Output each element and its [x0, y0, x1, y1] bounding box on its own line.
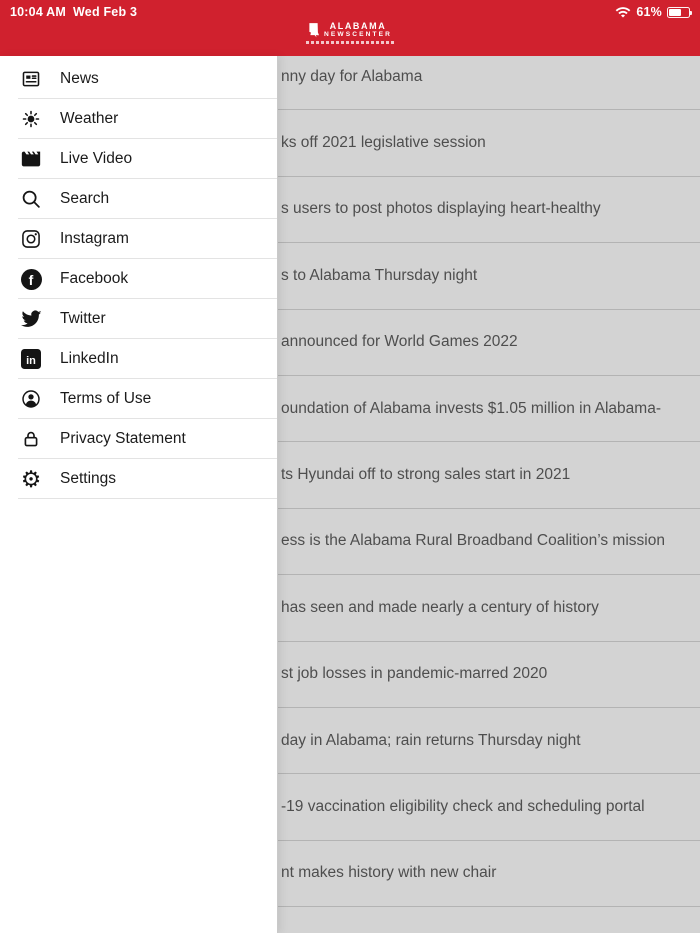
headline-text: ess is the Alabama Rural Broadband Coalition’s mission: [281, 532, 665, 550]
menu-item-privacy-statement[interactable]: [0, 419, 277, 459]
menu-item-weather[interactable]: [0, 99, 277, 139]
status-bar: [0, 0, 700, 22]
logo-line1: ALABAMA: [329, 21, 387, 31]
facebook-icon: f: [18, 266, 44, 292]
menu-item-linkedin[interactable]: [0, 339, 277, 379]
search-icon: [18, 186, 44, 212]
status-date: Wed Feb 3: [73, 5, 138, 19]
menu-item-terms-of-use[interactable]: [0, 379, 277, 419]
headline-text: nny day for Alabama: [281, 67, 423, 85]
logo-tagline: [306, 41, 394, 44]
lock-icon: [18, 426, 44, 452]
app-header: [0, 0, 700, 56]
headline-text: s to Alabama Thursday night: [281, 266, 478, 284]
status-time: 10:04 AM: [10, 5, 67, 19]
menu-item-search[interactable]: [0, 179, 277, 219]
logo-line2: NEWSCENTER: [324, 31, 392, 38]
menu-item-label: Settings: [60, 470, 117, 487]
menu-item-label: Weather: [60, 110, 119, 127]
menu-item-settings[interactable]: [0, 459, 277, 499]
menu-item-instagram[interactable]: [0, 219, 277, 259]
menu-item-label: Twitter: [60, 310, 106, 327]
menu-item-facebook[interactable]: [0, 259, 277, 299]
menu-item-label: Privacy Statement: [60, 430, 186, 447]
menu-item-label: Live Video: [60, 150, 133, 167]
menu-item-label: Facebook: [60, 270, 129, 287]
gear-icon: ⚙: [20, 465, 42, 492]
headline-text: has seen and made nearly a century of history: [281, 598, 599, 616]
headline-text: ts Hyundai off to strong sales start in 2021: [281, 466, 571, 484]
menu-item-label: News: [60, 70, 99, 87]
headline-text: announced for World Games 2022: [281, 333, 518, 351]
battery-icon: [667, 7, 690, 18]
menu-item-live-video[interactable]: [0, 139, 277, 179]
app-logo: [0, 21, 700, 44]
instagram-icon: [18, 226, 44, 252]
wifi-icon: [615, 6, 631, 19]
headline-text: s users to post photos displaying heart-healthy: [281, 200, 601, 218]
menu-item-label: Terms of Use: [60, 390, 152, 407]
headline-text: oundation of Alabama invests $1.05 million in Alabama-: [281, 399, 661, 417]
headline-text: day in Alabama; rain returns Thursday night: [281, 731, 581, 749]
menu-item-twitter[interactable]: [0, 299, 277, 339]
nav-drawer: [0, 56, 278, 933]
menu-item-news[interactable]: [0, 59, 277, 99]
menu-item-label: Instagram: [60, 230, 129, 247]
headline-text: -19 vaccination eligibility check and scheduling portal: [281, 797, 645, 815]
battery-percent: 61%: [636, 5, 662, 19]
headline-text: nt makes history with new chair: [281, 864, 497, 882]
person-icon: [18, 386, 44, 412]
menu-item-label: Search: [60, 190, 110, 207]
video-icon: [18, 146, 44, 172]
menu-item-label: LinkedIn: [60, 350, 119, 367]
headline-text: st job losses in pandemic-marred 2020: [281, 665, 548, 683]
linkedin-icon: in: [18, 346, 44, 372]
twitter-icon: [18, 306, 44, 332]
sun-icon: [18, 106, 44, 132]
headline-text: ks off 2021 legislative session: [281, 134, 486, 152]
alabama-state-icon: [308, 23, 319, 38]
newspaper-icon: [18, 66, 44, 92]
